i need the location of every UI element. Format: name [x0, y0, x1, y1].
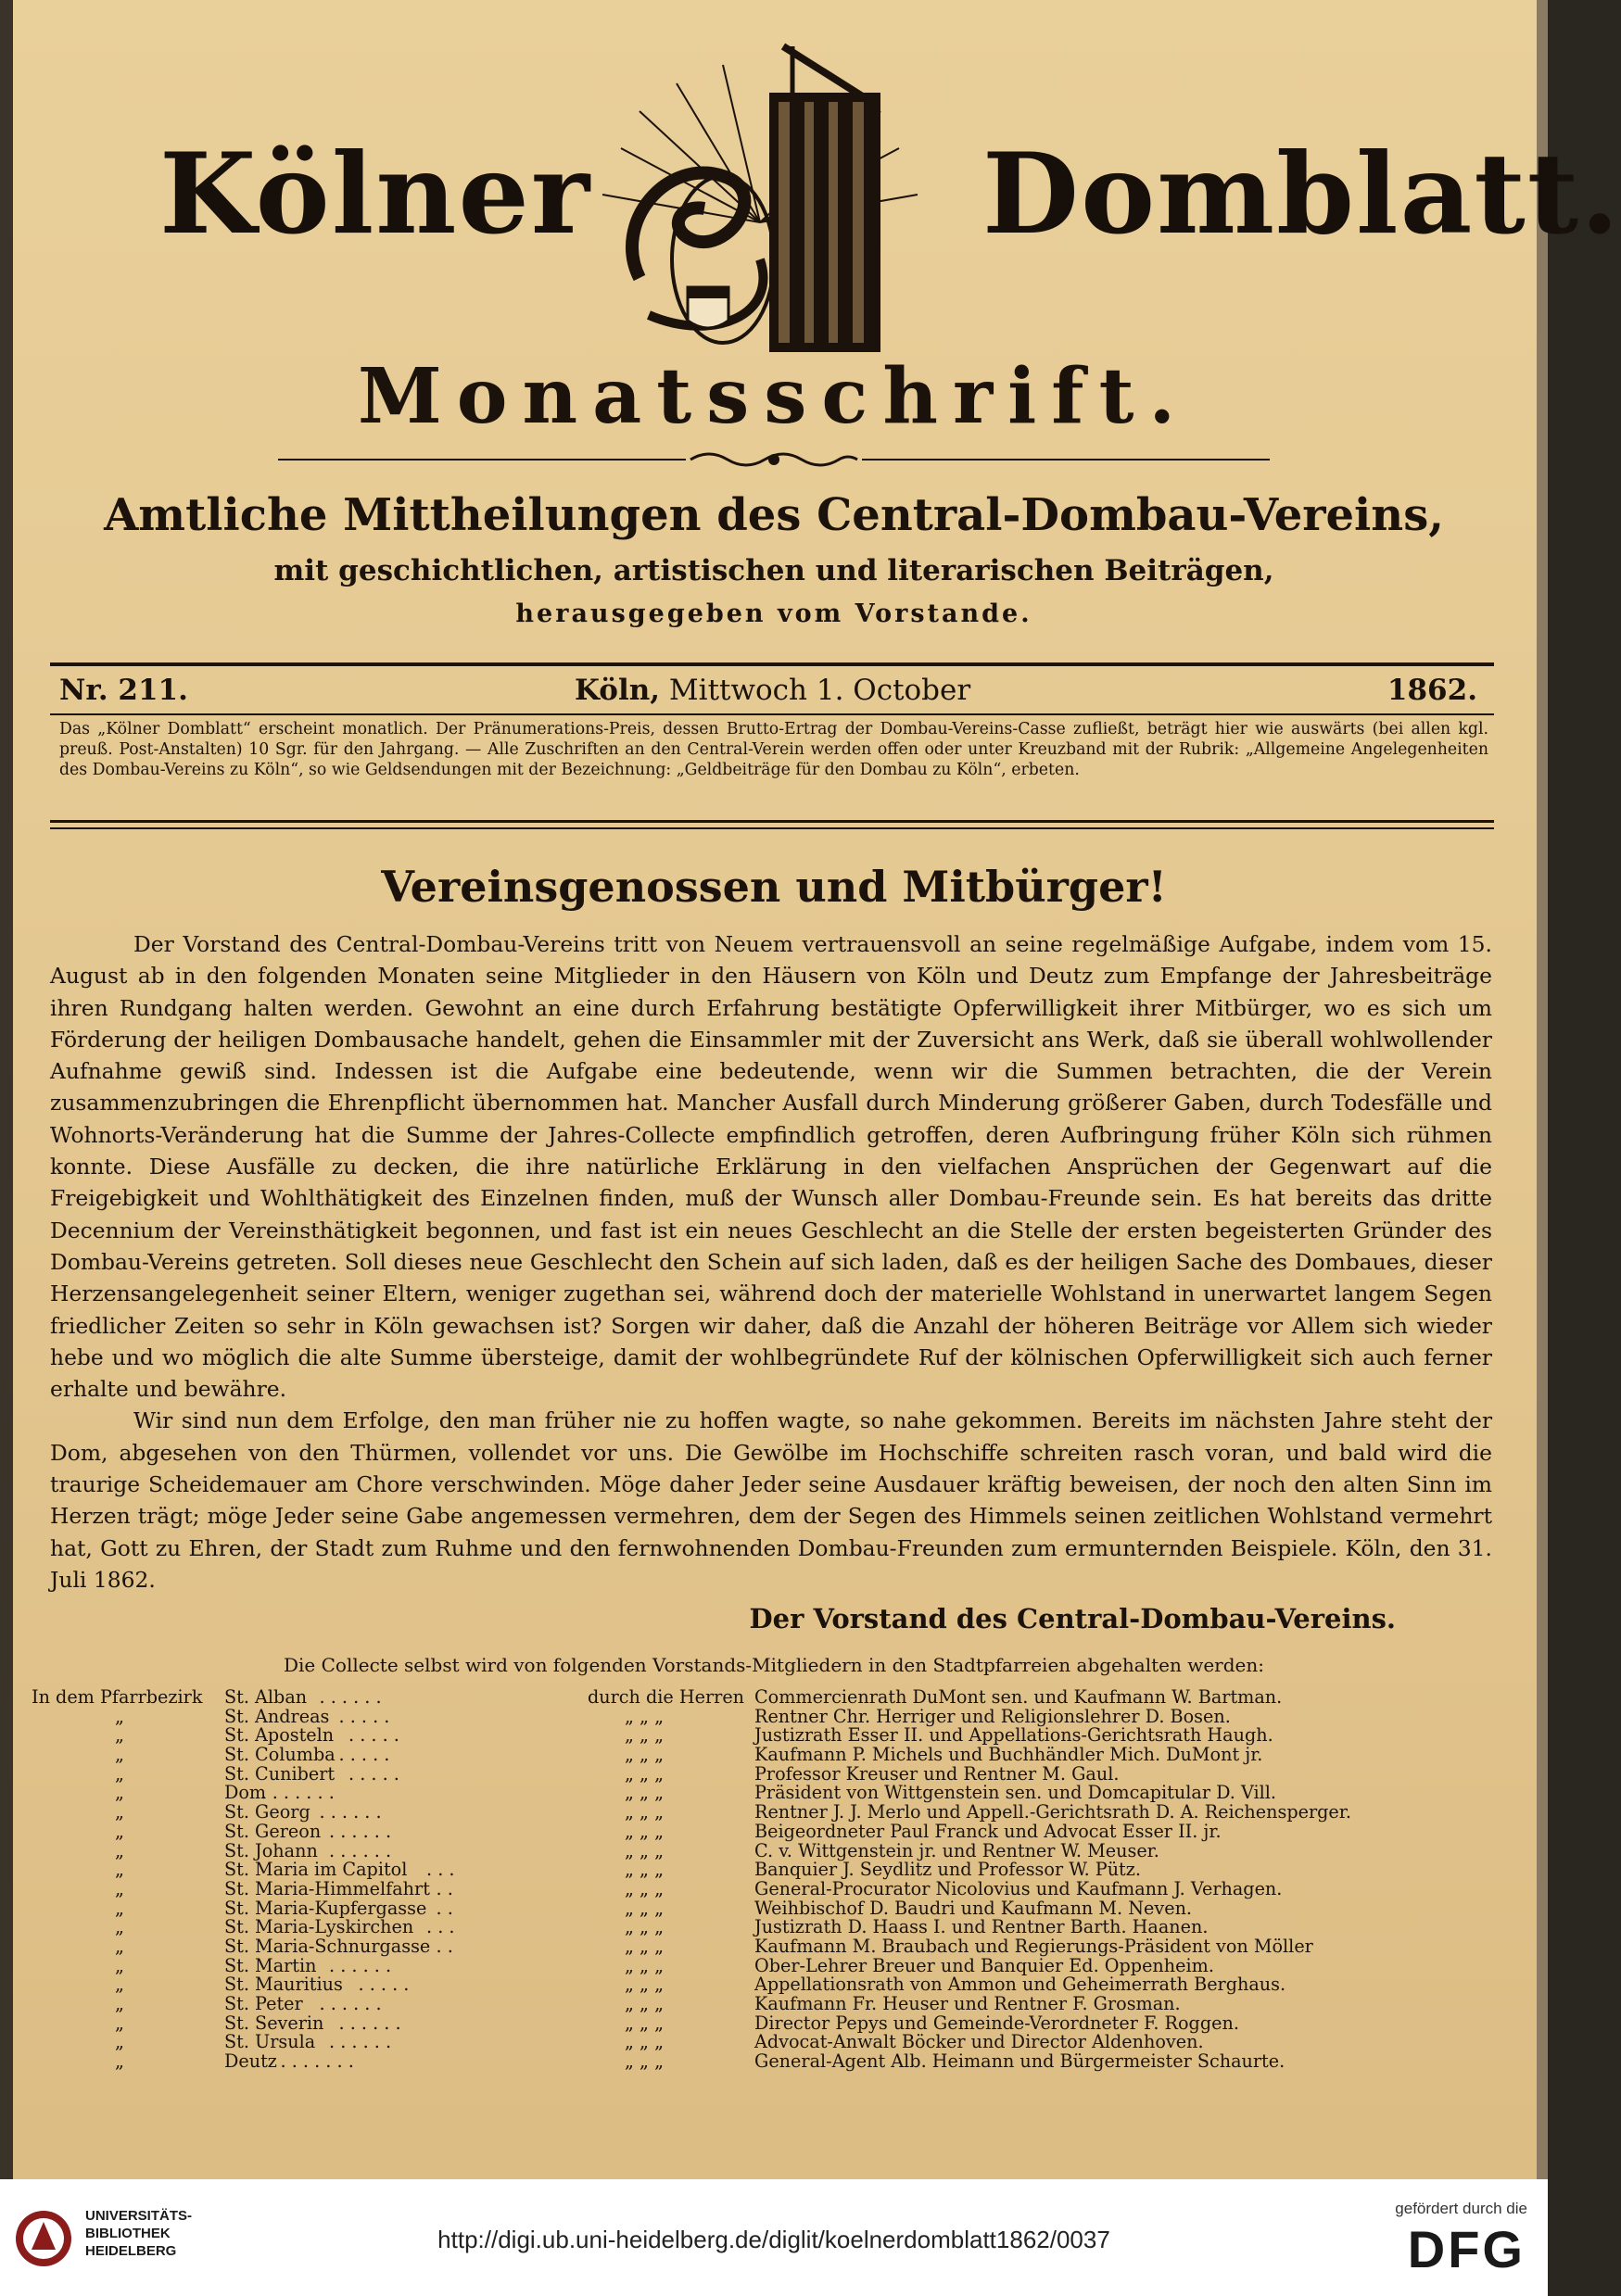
- leader-dots: . .: [436, 1897, 453, 1919]
- parish-name: St. Martin: [224, 1954, 317, 1976]
- parish-name: St. Ursula: [224, 2031, 316, 2053]
- page-edge-right: [1537, 0, 1548, 2179]
- committee-members: Kaufmann P. Michels und Buchhändler Mich. DuMont jr.: [754, 1744, 1263, 1766]
- committee-members: Advocat-Anwalt Böcker und Director Aldenhoven.: [754, 2031, 1204, 2053]
- ditto-mark: „: [115, 1820, 124, 1842]
- ditto-mark: „: [115, 1859, 124, 1881]
- committee-members: Commercienrath DuMont sen. und Kaufmann W. Bartman.: [754, 1686, 1283, 1708]
- roster-row: [32, 1936, 1514, 1955]
- parish-name: St. Maria-Kupfergasse: [224, 1897, 427, 1919]
- leader-dots: . . . . . .: [329, 2031, 392, 2053]
- ditto-mark: „: [115, 2050, 124, 2073]
- ditto-mark: „: [115, 1935, 124, 1957]
- issue-number: Nr. 211.: [59, 674, 188, 707]
- committee-members: Ober-Lehrer Breuer und Banquier Ed. Oppenheim.: [754, 1954, 1214, 1976]
- leader-dots: . . . . . .: [319, 1686, 382, 1708]
- dfg-logo: DFG: [1407, 2220, 1526, 2278]
- parish-name: Dom: [224, 1782, 267, 1804]
- library-name: UNIVERSITÄTS- BIBLIOTHEK HEIDELBERG: [85, 2208, 193, 2259]
- committee-members: Justizrath Esser II. und Appellations-Gerichtsrath Haugh.: [754, 1724, 1273, 1747]
- issue-date: Mittwoch 1. October: [668, 674, 971, 707]
- parish-name: St. Mauritius: [224, 1974, 343, 1996]
- article-paragraph: Der Vorstand des Central-Dombau-Vereins tritt von Neuem vertrauensvoll an seine regelmäßige Aufgabe, indem vom 15. August ab in den folgenden Monaten seine Mitglieder in den Häusern von Köln und Deutz zum Empfange der Jahresbeiträge ihren Rundgang halten werden. Gewohnt an eine durch Erfahrung bestätigte Opferwilligkeit ihrer Mitbürger, wo es sich um Förderung der heiligen Dombausache handelt, gehen die Einsammler mit der Zuversicht ans Werk, daß sie überall wohlwollender Aufnahme gewiß sind. Indessen ist die Aufgabe eine bedeutende, wenn wir die Summen betrachten, die der Verein zusammenzubringen die Ehrenpflicht übernommen hat. Mancher Ausfall durch Minderung größerer Gaben, durch Todesfälle und Wohnorts-Veränderung hat die Summe der Jahres-Collecte empfindlich getroffen, deren Aufbringung früher Köln sich rühmen konnte. Diese Ausfälle zu decken, die ihre natürliche Erklärung in den vielfachen Ansprüchen der Gegenwart auf die Freigebigkeit und Wohlthätigkeit des Einzelnen finden, muß der Wunsch aller Dombau-Freunde sein. Es hat bereits das dritte Decennium der Vereinsthätigkeit begonnen, und fast ist ein neues Geschlecht an die Stelle der ersten begeisterten Gründer des Dombau-Vereins getreten. Soll dieses neue Geschlecht den Schein auf sich laden, daß es der heiligen Sache des Dombaues, dieser Herzensangelegenheit seiner Eltern, weniger zugethan sei, während doch der materielle Wohlstand in unerwartet langem Segen friedlicher Zeiten so sehr in Köln gewachsen ist? Sorgen wir daher, daß die Anzahl der höheren Beiträge vor Allem sich wieder hebe und wo möglich die alte Summe übersteige, damit der wohlbegründete Ruf der kölnischen Opferwilligkeit sich auch ferner erhalte und bewähre.: [50, 931, 1492, 1403]
- parish-name: St. Peter: [224, 1993, 303, 2014]
- ditto-marks: „ „ „: [625, 1820, 665, 1842]
- committee-members: Beigeordneter Paul Franck und Advocat Esser II. jr.: [754, 1820, 1222, 1842]
- ditto-mark: „: [115, 1744, 124, 1766]
- ditto-mark: „: [115, 1724, 124, 1747]
- parish-name: St. Maria-Himmelfahrt: [224, 1877, 430, 1899]
- leader-dots: . . . . . .: [319, 1993, 382, 2014]
- committee-members: Kaufmann Fr. Heuser und Rentner F. Grosman.: [754, 1993, 1181, 2014]
- ditto-marks: „ „ „: [625, 1993, 665, 2014]
- ditto-mark: „: [115, 1877, 124, 1899]
- ditto-marks: „ „ „: [625, 1801, 665, 1823]
- page-footer: [0, 2179, 1548, 2296]
- ditto-marks: „ „ „: [625, 2012, 665, 2034]
- leader-dots: . . .: [426, 1916, 455, 1938]
- roster-row: [32, 1859, 1514, 1881]
- ditto-mark: „: [115, 1762, 124, 1785]
- collection-roster: [32, 1686, 1514, 2073]
- parish-name: St. Cunibert: [224, 1762, 336, 1785]
- ditto-marks: „ „ „: [625, 2050, 665, 2073]
- roster-row: [32, 1763, 1514, 1783]
- masthead-editor: herausgegeben vom Vorstande.: [515, 599, 1032, 628]
- ditto-mark: „: [115, 1705, 124, 1727]
- leader-dots: . . .: [426, 1859, 455, 1881]
- ditto-marks: „ „ „: [625, 2031, 665, 2053]
- parish-name: Deutz: [224, 2050, 277, 2073]
- cathedral-emblem-icon: [584, 37, 936, 371]
- leader-dots: . . . . . .: [329, 1954, 392, 1976]
- committee-members: Professor Kreuser und Rentner M. Gaul.: [754, 1762, 1120, 1785]
- ditto-mark: „: [115, 2012, 124, 2034]
- leader-dots: . . . . .: [338, 1744, 390, 1766]
- ditto-mark: „: [115, 1801, 124, 1823]
- leader-dots: . . . . . .: [329, 1839, 392, 1861]
- subscription-notice: Das „Kölner Domblatt“ erscheint monatlich. Der Pränumerations-Preis, dessen Brutto-Ertrag der Dombau-Vereins-Casse zufließt, beträgt hier wie auswärts (bei allen kgl. preuß. Post-Anstalten) 10 Sgr. für den Jahrgang. — Alle Zuschriften an den Central-Verein werden offen oder unter Kreuzband mit der Rubrik: „Allgemeine Angelegenheiten des Dombau-Vereins zu Köln“, so wie Geldsendungen mit der Bezeichnung: „Geldbeiträge für den Dombau zu Köln“, erbeten.: [59, 720, 1488, 779]
- roster-row: [32, 1993, 1514, 2012]
- page-edge-left: [0, 0, 13, 2179]
- roster-row: [32, 1916, 1514, 1936]
- rule-double-a: [50, 820, 1494, 823]
- committee-members: Rentner Chr. Herriger und Religionslehrer D. Bosen.: [754, 1705, 1231, 1727]
- article-body: [50, 928, 1492, 1596]
- parish-name: St. Aposteln: [224, 1724, 335, 1747]
- issue-place: Köln,: [575, 674, 661, 707]
- ditto-marks: „ „ „: [625, 1859, 665, 1881]
- ditto-mark: „: [115, 1974, 124, 1996]
- leader-dots: . . . . . . .: [260, 1782, 335, 1804]
- leader-dots: . . . . . .: [338, 2012, 401, 2034]
- ditto-mark: „: [115, 1954, 124, 1976]
- parish-name: St. Johann: [224, 1839, 318, 1861]
- leader-dots: . . . . .: [348, 1762, 399, 1785]
- committee-members: Appellationsrath von Ammon und Geheimerrath Berghaus.: [754, 1974, 1286, 1996]
- ditto-marks: „ „ „: [625, 1705, 665, 1727]
- ditto-marks: „ „ „: [625, 1839, 665, 1861]
- funding-note: gefördert durch die: [1395, 2200, 1527, 2217]
- roster-row: [32, 1974, 1514, 1996]
- durch-label: durch die Herren: [588, 1686, 745, 1708]
- leader-dots: . . . . . .: [319, 1801, 382, 1823]
- roster-row: [32, 1898, 1514, 1917]
- parish-name: St. Andreas: [224, 1705, 330, 1727]
- article-signature: Der Vorstand des Central-Dombau-Vereins.: [749, 1603, 1396, 1634]
- committee-members: Rentner J. J. Merlo und Appell.-Gerichtsrath D. A. Reichensperger.: [754, 1801, 1351, 1823]
- ditto-marks: „ „ „: [625, 1916, 665, 1938]
- roster-row: [32, 1744, 1514, 1766]
- committee-members: Präsident von Wittgenstein sen. und Domcapitular D. Vill.: [754, 1782, 1277, 1804]
- leader-dots: . . . . .: [338, 1705, 390, 1727]
- leader-dots: . . . . . .: [329, 1820, 392, 1842]
- ditto-marks: „ „ „: [625, 1974, 665, 1996]
- article-headline: Vereinsgenossen und Mitbürger!: [381, 862, 1167, 912]
- committee-members: Kaufmann M. Braubach und Regierungs-Präsident von Möller: [754, 1935, 1313, 1957]
- ditto-marks: „ „ „: [625, 1935, 665, 1957]
- ditto-mark: „: [115, 1993, 124, 2014]
- masthead-title-right: Domblatt.: [982, 129, 1621, 259]
- masthead-contributions: mit geschichtlichen, artistischen und literarischen Beiträgen,: [273, 554, 1274, 587]
- committee-members: Banquier J. Seydlitz und Professor W. Pütz.: [754, 1859, 1141, 1881]
- roster-row: [32, 1955, 1514, 1974]
- ditto-mark: „: [115, 1782, 124, 1804]
- committee-members: General-Agent Alb. Heimann und Bürgermeister Schaurte.: [754, 2050, 1285, 2073]
- ditto-marks: „ „ „: [625, 1744, 665, 1766]
- ditto-mark: „: [115, 2031, 124, 2053]
- committee-members: Weihbischof D. Baudri und Kaufmann M. Neven.: [754, 1897, 1193, 1919]
- parish-name: St. Maria-Schnurgasse: [224, 1935, 431, 1957]
- ditto-marks: „ „ „: [625, 1897, 665, 1919]
- ditto-marks: „ „ „: [625, 1724, 665, 1747]
- committee-members: Justizrath D. Haass I. und Rentner Barth. Haanen.: [754, 1916, 1209, 1938]
- parish-name: St. Severin: [224, 2012, 324, 2034]
- parish-name: St. Maria-Lyskirchen: [224, 1916, 414, 1938]
- leader-dots: . . . . .: [358, 1974, 410, 1996]
- roster-row: [32, 1782, 1514, 1804]
- masthead-title-left: Kölner: [159, 129, 592, 259]
- committee-members: Director Pepys und Gemeinde-Verordneter F. Roggen.: [754, 2012, 1239, 2034]
- masthead-subtitle: Monatsschrift.: [357, 352, 1191, 441]
- committee-members: C. v. Wittgenstein jr. und Rentner W. Meuser.: [754, 1839, 1159, 1861]
- article-paragraph: Wir sind nun dem Erfolge, den man früher nie zu hoffen wagte, so nahe gekommen. Bereits im nächsten Jahre steht der Dom, abgesehen von den Thürmen, vollendet vor uns. Die Gewölbe im Hochschiffe schreiten rasch voran, und bald wird die traurige Scheidemauer am Chore verschwinden. Möge daher Jeder seine Ausdauer kräftig beweisen, der noch den alten Sinn im Herzen trägt; möge Jeder seine Gabe angemessen vermehren, dem der Segen des Himmels seinen zeitlichen Wohlstand vermehrt hat, Gott zu Ehren, der Stadt zum Ruhme und den fernwohnenden Dombau-Freunden zum ermunternden Beispiele. Köln, den 31. Juli 1862.: [50, 1407, 1492, 1593]
- roster-row: [32, 1724, 1514, 1747]
- leader-dots: . .: [436, 1935, 453, 1957]
- ornament-divider: [278, 448, 1270, 471]
- ditto-mark: „: [115, 1839, 124, 1861]
- ditto-marks: „ „ „: [625, 1877, 665, 1899]
- roster-row: [32, 1686, 1514, 1706]
- issue-date-line: [575, 674, 970, 707]
- parish-name: St. Alban: [224, 1686, 308, 1708]
- parish-name: St. Georg: [224, 1801, 310, 1823]
- pfarrbezirk-label: In dem Pfarrbezirk: [32, 1686, 203, 1708]
- roster-row: [32, 2012, 1514, 2032]
- leader-dots: . . . . .: [348, 1724, 399, 1747]
- parish-name: St. Gereon: [224, 1820, 322, 1842]
- roster-row: [32, 1840, 1514, 1860]
- roster-row: [32, 1706, 1514, 1725]
- collection-intro: Die Collecte selbst wird von folgenden Vorstands-Mitgliedern in den Stadtpfarreien abgehalten werden:: [284, 1654, 1264, 1676]
- parish-name: St. Columba: [224, 1744, 336, 1766]
- masthead-tagline: Amtliche Mittheilungen des Central-Dombau-Vereins,: [104, 489, 1444, 541]
- ditto-mark: „: [115, 1916, 124, 1938]
- ditto-marks: „ „ „: [625, 1782, 665, 1804]
- leader-dots: . .: [436, 1877, 453, 1899]
- parish-name: St. Maria im Capitol: [224, 1859, 408, 1881]
- source-url-link[interactable]: http://digi.ub.uni-heidelberg.de/diglit/koelnerdomblatt1862/0037: [437, 2226, 1110, 2253]
- roster-row: [32, 1801, 1514, 1821]
- roster-row: [32, 1878, 1514, 1898]
- leader-dots: . . . . . . .: [280, 2050, 354, 2073]
- roster-row: [32, 2050, 1514, 2073]
- ditto-marks: „ „ „: [625, 1762, 665, 1785]
- rule-double-b: [50, 827, 1494, 829]
- rule-issue: [50, 713, 1494, 715]
- ditto-marks: „ „ „: [625, 1954, 665, 1976]
- issue-year: 1862.: [1387, 674, 1477, 707]
- rule-top: [50, 662, 1494, 666]
- roster-row: [32, 1821, 1514, 1840]
- roster-row: [32, 2031, 1514, 2053]
- ditto-mark: „: [115, 1897, 124, 1919]
- committee-members: General-Procurator Nicolovius und Kaufmann J. Verhagen.: [754, 1877, 1283, 1899]
